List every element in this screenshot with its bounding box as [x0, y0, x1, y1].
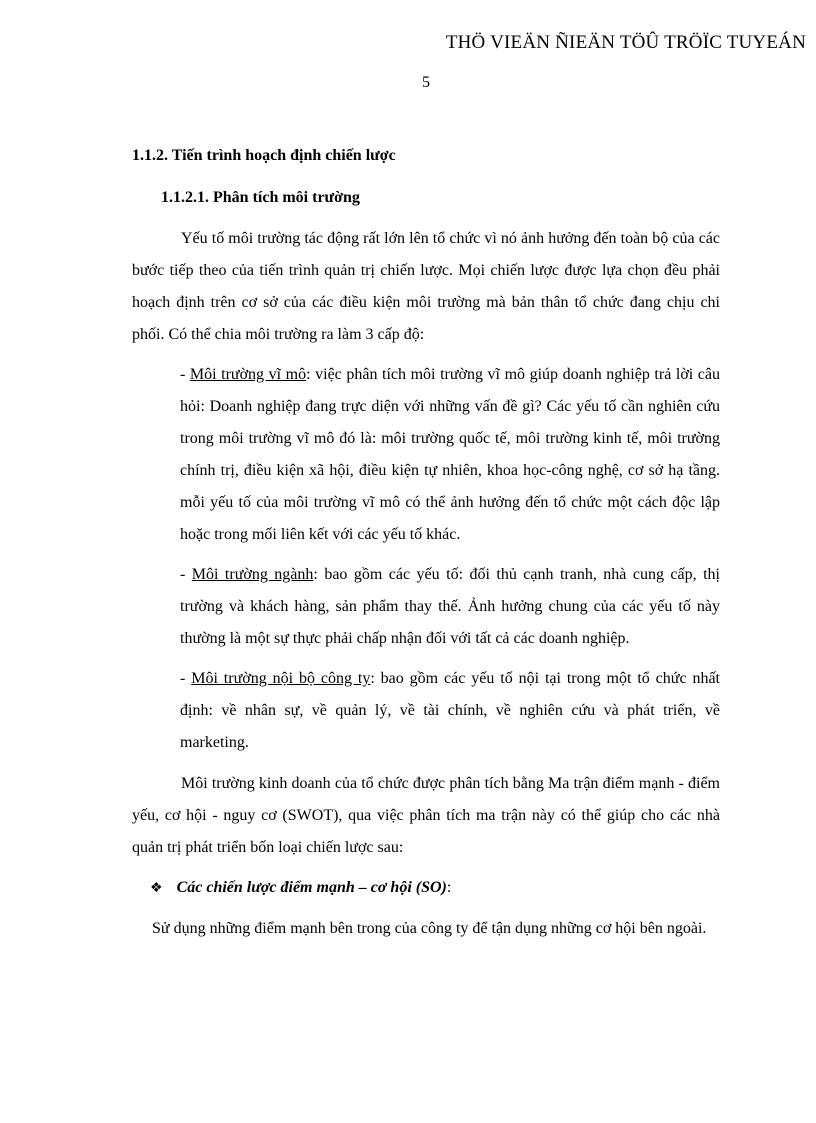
list-item — [180, 359, 720, 551]
list-item — [180, 663, 720, 759]
item-term: Môi trường vĩ mô — [189, 366, 307, 383]
site-header: THÖ VIEÄN ÑIEÄN TÖÛ TRÖÏC TUYEÁN — [445, 32, 806, 53]
item-text: : bao gồm các yếu tố nội tại trong một tổ chức nhất định: về nhân sự, về quản lý, về tài chính, về nghiên cứu và phát triển, về marketing. — [180, 670, 720, 751]
subsection-heading: 1.1.2.1. Phân tích môi trường — [161, 189, 360, 206]
bullet-colon: : — [446, 879, 452, 896]
item-term: Môi trường ngành — [191, 566, 314, 583]
document-body — [132, 140, 720, 945]
page-number: 5 — [422, 74, 430, 91]
item-text: : bao gồm các yếu tố: đối thủ cạnh tranh, nhà cung cấp, thị trường và khách hàng, sản phẩm thay thế. Ảnh hưởng chung của các yếu tố này thường là một sự thực phải chấp nhận đối với tất cả các doanh nghiệp. — [180, 566, 720, 647]
item-term: Môi trường nội bộ công ty — [191, 670, 371, 687]
intro-paragraph: Yếu tố môi trường tác động rất lớn lên tổ chức vì nó ảnh hưởng đến toàn bộ của các bước tiếp theo của tiến trình quản trị chiến lược. Mọi chiến lược được lựa chọn đều phải hoạch định trên cơ sở của các điều kiện môi trường mà bản thân tổ chức đang chịu chi phối. Có thể chia môi trường ra làm 3 cấp độ: — [132, 230, 720, 343]
item-dash: - — [180, 366, 190, 383]
item-dash: - — [180, 566, 192, 583]
item-dash: - — [180, 670, 192, 687]
swot-paragraph: Môi trường kinh doanh của tổ chức được phân tích bằng Ma trận điểm mạnh - điểm yếu, cơ hội - nguy cơ (SWOT), qua việc phân tích ma trận này có thể giúp cho các nhà quản trị phát triển bốn loại chiến lược sau: — [132, 775, 720, 856]
strategy-bullet — [150, 872, 720, 905]
section-heading: 1.1.2. Tiến trình hoạch định chiến lược — [132, 147, 396, 164]
bullet-paragraph: Sử dụng những điểm mạnh bên trong của công ty để tận dụng những cơ hội bên ngoài. — [152, 920, 707, 937]
list-item — [180, 559, 720, 655]
item-text: : việc phân tích môi trường vĩ mô giúp doanh nghiệp trả lời câu hỏi: Doanh nghiệp đang trực diện với những vấn đề gì? Các yếu tố cần nghiên cứu trong môi trường vĩ mô đó là: môi trường quốc tế, môi trường kinh tế, môi trường chính trị, điều kiện xã hội, điều kiện tự nhiên, khoa học-công nghệ, cơ sở hạ tầng. mỗi yếu tố của môi trường vĩ mô có thể ảnh hưởng đến tổ chức một cách độc lập hoặc trong mối liên kết với các yếu tố khác. — [180, 366, 720, 543]
bullet-label: Các chiến lược điểm mạnh – cơ hội (SO) — [176, 879, 447, 896]
diamond-bullet-icon: ❖ — [150, 881, 163, 896]
